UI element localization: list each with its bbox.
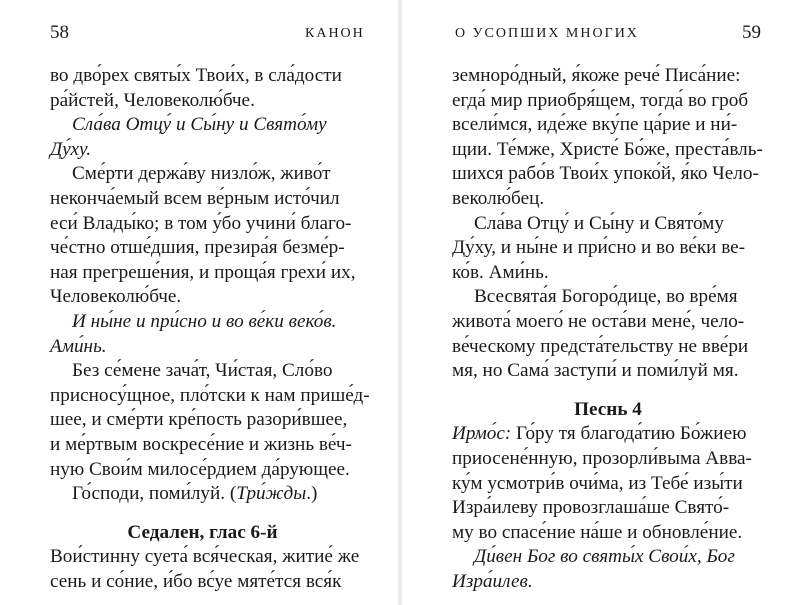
text-line: Без се́мене зача́т, Чи́стая, Сло́во <box>72 360 333 382</box>
doxology-line: Ами́нь. <box>50 335 107 357</box>
text-line: ная прегреше́ния, и проща́я грехи́ их, <box>50 261 356 283</box>
text-line: щии. Те́мже, Христе́ Бо́же, преста́вль- <box>452 138 763 160</box>
text-line: неконча́емый всем ве́рным исто́чил <box>50 187 340 209</box>
section-heading-sedalen: Седален, глас 6-й <box>127 521 278 543</box>
right-page <box>400 0 800 605</box>
irmos-label: Ирмо́с: <box>452 423 512 445</box>
text-line: шихся рабо́в Твои́х упоко́й, я́ко Чело- <box>452 163 759 185</box>
text-line: ко́в. Ами́нь. <box>452 261 549 283</box>
text-line: сень и со́ние, и́бо вс́уе мяте́тся вся́к <box>50 570 342 592</box>
text-line: Всесвята́я Богоро́дице, во вре́мя <box>474 286 738 308</box>
section-gap <box>452 384 764 398</box>
text-line: Человеколю́бче. <box>50 286 182 308</box>
irmos-text: Го́ру тя благода́тию Бо́жиею <box>511 423 747 445</box>
text-line: ную Свои́м милосе́рдием да́рующее. <box>50 458 350 480</box>
irmos-line <box>452 422 764 447</box>
text-line: живота́ моего́ не оста́ви мене́, чело- <box>452 310 745 332</box>
text-line: шее, и сме́рти кре́пость разори́вшее, <box>50 409 348 431</box>
page-number-left: 58 <box>50 22 69 43</box>
text-line: во дво́рех святы́х Твои́х, в сла́дости <box>50 65 342 86</box>
section-gap <box>50 507 355 521</box>
running-head-left: КАНОН <box>305 26 365 41</box>
doxology-line: Ду́ху. <box>50 138 92 160</box>
text-line: ве́ческому предста́тельству не вве́ри <box>452 335 749 357</box>
text-line: приосене́нную, прозорли́выма Авва- <box>452 447 752 469</box>
text-line: присносу́щное, пло́тски к нам прише́д- <box>50 384 370 406</box>
rubric-italic: Три́жды <box>236 483 307 505</box>
rubric-line <box>50 482 355 507</box>
text-line: егда́ мир приобря́щем, тогда́ во гроб <box>452 89 749 111</box>
rubric-text: Го́споди, поми́луй. ( <box>72 483 237 505</box>
section-heading-pesn: Песнь 4 <box>574 398 642 420</box>
text-line: му во спасе́ние на́ше и обновле́ние. <box>452 521 743 543</box>
running-head-right: О УСОПШИХ МНОГИХ <box>455 26 639 41</box>
text-line: Вои́стинну суета́ вся́ческая, житие́ же <box>50 546 360 568</box>
text-line: Ду́ху, и ны́не и при́сно и во ве́ки ве- <box>452 237 746 259</box>
text-line: всели́мся, иде́же вку́пе ца́рие и ни́- <box>452 114 738 136</box>
refrain-line: Ди́вен Бог во святы́х Свои́х, Бог <box>474 546 735 568</box>
text-line: еси́ Влады́ко; в том у́бо учини́ благо- <box>50 212 352 234</box>
rubric-text-end: .) <box>306 483 318 505</box>
text-line: Сла́ва Отцу́ и Сы́ну и Свято́му <box>474 212 724 234</box>
text-line: Сме́рти держа́ву низло́ж, живо́т <box>72 163 331 185</box>
text-line: земноро́дный, я́коже рече́ Писа́ние: <box>452 65 741 86</box>
text-line: Изра́илеву провозглаша́ше Свято́- <box>452 497 730 519</box>
text-line: че́стно отше́дшия, презира́я безме́р- <box>50 237 345 259</box>
text-line: веколю́бец. <box>452 187 545 209</box>
left-page-text <box>50 64 370 594</box>
text-line: ку́м усмотри́в очи́ма, из Тебе́ изы́ти <box>452 472 743 494</box>
text-line: мя, но Сама́ заступи́ и поми́луй мя. <box>452 360 739 382</box>
text-line: и ме́ртвым воскресе́ние и жизнь ве́ч- <box>50 433 352 455</box>
right-page-text <box>452 64 764 594</box>
doxology-line: И ны́не и при́сно и во ве́ки веко́в. <box>72 310 337 332</box>
doxology-line: Сла́ва Отцу́ и Сы́ну и Свято́му <box>72 114 327 136</box>
text-line: ра́йстей, Человеколю́бче. <box>50 89 255 111</box>
refrain-line: Изра́илев. <box>452 570 533 592</box>
page-number-right: 59 <box>742 22 761 43</box>
